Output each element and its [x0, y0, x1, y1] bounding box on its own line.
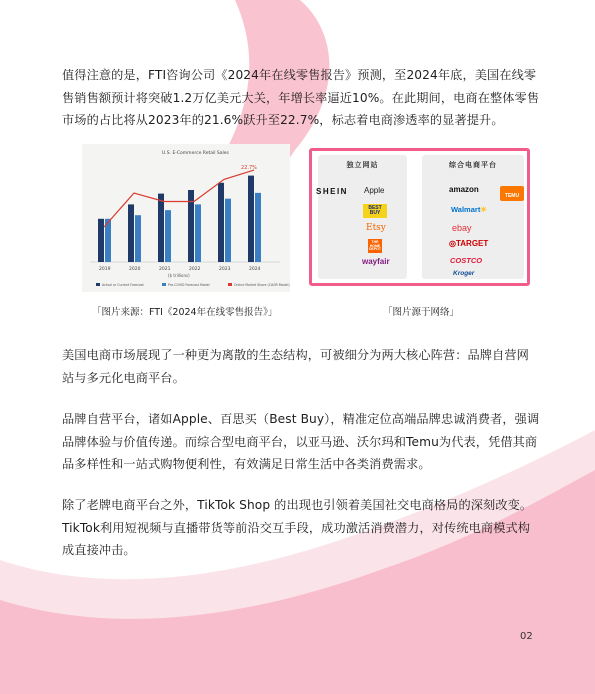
- chart-x-label-2022: 2022: [189, 267, 201, 272]
- logo-target: [449, 240, 488, 248]
- chart-legend-swatch-1: [162, 283, 166, 286]
- chart-legend-label-1: Pre-COVID Forecast Model: [168, 283, 210, 287]
- walmart-spark-icon: ✳: [480, 205, 487, 214]
- logo-amazon: amazon: [449, 185, 479, 194]
- chart-bar-forecast-2021: [165, 210, 171, 262]
- chart-bars: [98, 176, 261, 262]
- logo-ebay: ebay: [452, 223, 472, 233]
- chart-x-label-2023: 2023: [219, 267, 231, 272]
- chart-bar-forecast-2023: [225, 199, 231, 262]
- logo-etsy: Etsy: [366, 223, 386, 233]
- logo-walmart-text: Walmart: [451, 205, 481, 214]
- logo-apple-text: Apple: [364, 186, 385, 195]
- chart-annotation: 22.7%: [241, 165, 257, 171]
- chart-legend-swatch-2: [228, 283, 232, 286]
- chart-svg: [82, 144, 290, 292]
- ecommerce-sales-chart: [82, 144, 290, 292]
- paragraph-tiktok-shop: 除了老牌电商平台之外，TikTok Shop 的出现也引领着美国社交电商格局的深刻改变。TikTok利用短视频与直播带货等前沿交互手段，成功激活消费潜力，对传统电商模式构成直接冲击。: [62, 498, 533, 557]
- logo-target-text: TARGET: [455, 239, 489, 248]
- ecommerce-logos-figure: [309, 148, 530, 286]
- logo-bestbuy: BEST BUY: [363, 204, 387, 218]
- chart-bar-forecast-2020: [135, 215, 141, 262]
- chart-x-label-2020: 2020: [129, 267, 141, 272]
- chart-bar-actual-2020: [128, 204, 134, 262]
- chart-x-label-2019: 2019: [99, 267, 111, 272]
- chart-share-line: [104, 170, 254, 227]
- chart-bar-actual-2022: [188, 190, 194, 262]
- logo-costco: COSTCO: [450, 256, 483, 265]
- logo-homedepot: THE HOME DEPOT: [368, 240, 382, 251]
- paragraph-market-structure: 美国电商市场展现了一种更为离散的生态结构，可被细分为两大核心阵营：品牌自营网站与多元化电商平台。: [62, 348, 529, 385]
- chart-title: U.S. E-Commerce Retail Sales: [162, 151, 229, 156]
- logo-walmart: [451, 206, 487, 214]
- caption-logo-source: 「图片源于网络」: [383, 307, 460, 318]
- chart-bar-forecast-2024: [255, 193, 261, 262]
- chart-bar-actual-2023: [218, 183, 224, 262]
- chart-ylabel: ($ trillions): [168, 273, 190, 278]
- logo-apple: [364, 187, 384, 195]
- page-number: 02: [520, 631, 533, 642]
- chart-legend-label-0: Actual or Current Forecast: [102, 283, 144, 287]
- paragraph-platform-types: 品牌自营平台，诸如Apple、百思买（Best Buy），精准定位高端品牌忠诚消费者，强调品牌体验与价值传递。而综合型电商平台，以亚马逊、沃尔玛和Temu为代表，凭借其商品多样性和一站式购物便利性，有效满足日常生活中各类消费需求。: [62, 412, 540, 471]
- logo-kroger: Kroger: [453, 270, 475, 277]
- independent-sites-title: 独立网站: [346, 161, 379, 169]
- platforms-title: 综合电商平台: [449, 161, 497, 169]
- logo-temu: TEMU: [500, 186, 524, 201]
- chart-bar-actual-2021: [158, 194, 164, 262]
- logo-shein: SHEIN: [316, 187, 348, 196]
- chart-legend-label-2: Online Market Share (CAGR Model): [234, 283, 290, 287]
- caption-chart-source: 「图片来源：FTI《2024年在线零售报告》」: [92, 307, 278, 318]
- chart-bar-forecast-2022: [195, 204, 201, 262]
- chart-bar-actual-2019: [98, 219, 104, 262]
- target-icon: ◎: [449, 239, 456, 248]
- paragraph-ecommerce-forecast: 值得注意的是，FTI咨询公司《2024年在线零售报告》预测，至2024年底，美国在线零售销售额预计将突破1.2万亿美元大关，年增长率逼近10%。在此期间，电商在整体零售市场的占比将从2023年的21.6%跃升至22.7%，标志着电商渗透率的显著提升。: [62, 68, 540, 127]
- chart-bar-actual-2024: [248, 176, 254, 262]
- chart-legend: [96, 283, 290, 287]
- chart-legend-swatch-0: [96, 283, 100, 286]
- chart-x-label-2021: 2021: [159, 267, 171, 272]
- logo-wayfair: wayfair: [362, 257, 390, 266]
- chart-x-label-2024: 2024: [249, 267, 261, 272]
- chart-x-labels: [99, 266, 261, 272]
